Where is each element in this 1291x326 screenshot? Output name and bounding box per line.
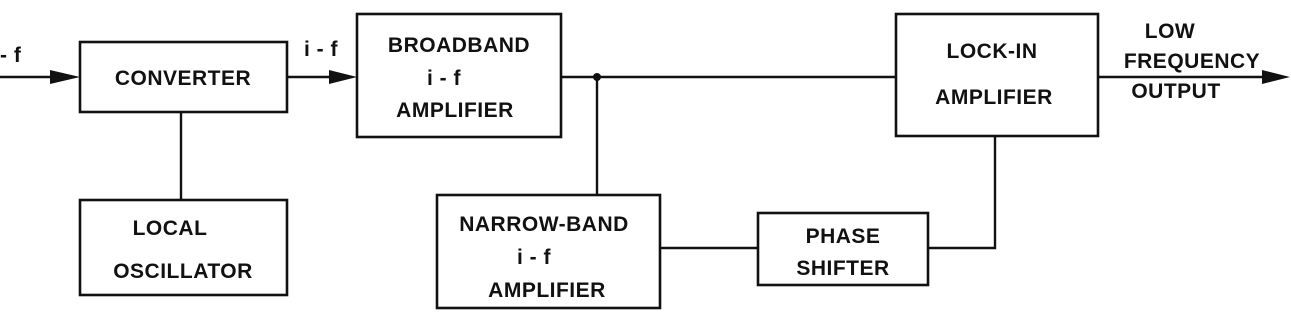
narrowband-amplifier-label-line2: i - f — [517, 246, 551, 269]
broadband-amplifier-label-line1: BROADBAND — [387, 34, 531, 57]
lockin-amplifier-block — [896, 14, 1098, 136]
broadband-amplifier-label-line3: AMPLIFIER — [396, 99, 514, 122]
phase-shifter-to-lockin-line — [928, 136, 995, 248]
output-arrowhead — [1262, 70, 1290, 84]
phase-shifter-label-line2: SHIFTER — [796, 257, 890, 280]
input-arrowhead — [50, 70, 80, 84]
narrowband-amplifier-label-line1: NARROW-BAND — [459, 213, 629, 236]
converter-output-signal-label: i - f — [304, 38, 338, 61]
input-signal-label: - f — [0, 44, 22, 67]
output-label-line3: OUTPUT — [1131, 80, 1221, 103]
output-label-line1: LOW — [1144, 20, 1196, 43]
broadband-amplifier-label-line2: i - f — [427, 67, 461, 90]
local-oscillator-label-line1: LOCAL — [132, 217, 208, 240]
lockin-amplifier-label-line2: AMPLIFIER — [935, 86, 1053, 109]
lockin-amplifier-label-line1: LOCK-IN — [946, 40, 1038, 63]
narrowband-amplifier-label-line3: AMPLIFIER — [488, 279, 606, 302]
output-label-line2: FREQUENCY — [1123, 50, 1261, 73]
local-oscillator-label-line2: OSCILLATOR — [113, 260, 253, 283]
converter-to-broadband-arrowhead — [329, 70, 357, 84]
converter-label: CONVERTER — [114, 67, 252, 90]
phase-shifter-label-line1: PHASE — [805, 225, 881, 248]
